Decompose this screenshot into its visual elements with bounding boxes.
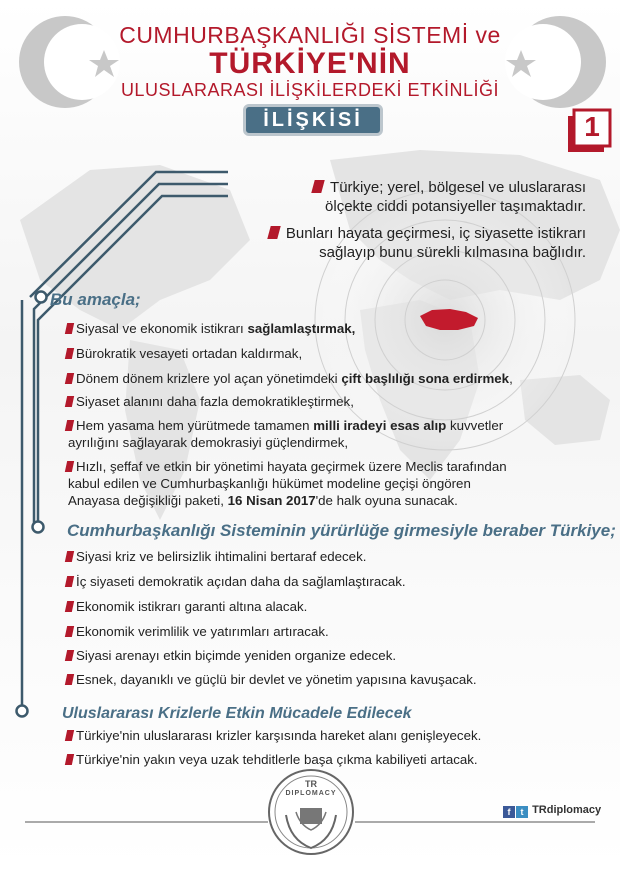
item-text: kabul edilen ve Cumhurbaşkanlığı hükümet modeline geçişi öngören (68, 476, 471, 491)
bullet-icon (65, 626, 74, 637)
title-line-1: CUMHURBAŞKANLIĞI SİSTEMİ ve (119, 22, 501, 48)
intro-paragraph-2 (269, 224, 586, 262)
section1-item (66, 345, 586, 362)
item-text: 'de halk oyuna sunacak. (315, 493, 458, 508)
bullet-icon (65, 730, 74, 741)
item-text: Siyasi arenayı etkin biçimde yeniden organize edecek. (76, 648, 397, 663)
twitter-icon[interactable]: t (516, 806, 528, 818)
item-text: Ekonomik istikrarı garanti altına alacak. (76, 599, 308, 614)
item-text: Bürokratik vesayeti ortadan kaldırmak, (76, 346, 303, 361)
red-flag-icon (267, 226, 280, 239)
item-bold-text: çift başlılığı sona erdirmek (341, 371, 510, 386)
item-bold-text: milli iradeyi esas alıp (313, 418, 447, 433)
section2-heading: Cumhurbaşkanlığı Sisteminin yürürlüğe girmesiyle beraber Türkiye; (67, 521, 616, 540)
bullet-icon (65, 396, 74, 407)
intro-2-line-2: sağlayıp bunu sürekli kılmasına bağlıdır. (319, 244, 586, 261)
item-text: ayrılığını sağlayarak demokrasiyi güçlendirmek, (68, 435, 349, 450)
section2-item (66, 647, 586, 664)
bullet-icon (65, 576, 74, 587)
social-handle-block[interactable] (503, 804, 601, 818)
bullet-icon (65, 650, 74, 661)
item-text: Siyaset alanını daha fazla demokratikleştirmek, (76, 394, 354, 409)
item-text: Ekonomik verimlilik ve yatırımları artıracak. (76, 624, 329, 639)
section1-heading: Bu amaçla; (50, 290, 141, 309)
intro-1-line-1: Türkiye; yerel, bölgesel ve uluslararası (330, 179, 586, 196)
section2-item (66, 573, 586, 590)
section1-item (66, 320, 586, 337)
item-text: Türkiye'nin yakın veya uzak tehditlerle başa çıkma kabiliyeti artacak. (76, 752, 478, 767)
section2-item (66, 671, 586, 688)
item-text: Esnek, dayanıklı ve güçlü bir devlet ve yönetim yapısına kavuşacak. (76, 672, 477, 687)
intro-1-line-2: ölçekte ciddi potansiyeller taşımaktadır. (325, 198, 586, 215)
item-text: İç siyaseti demokratik açıdan daha da sağlamlaştıracak. (76, 574, 406, 589)
bullet-icon (65, 674, 74, 685)
section1-item (66, 370, 586, 387)
section3-heading: Uluslararası Krizlerle Etkin Mücadele Edilecek (62, 705, 412, 722)
page-number: 1 (584, 111, 600, 142)
intro-paragraph-1 (313, 178, 586, 216)
social-handle[interactable]: TRdiplomacy (532, 804, 602, 816)
bullet-icon (65, 420, 74, 431)
title-line-3: ULUSLARARASI İLİŞKİLERDEKİ ETKİNLİĞİ (120, 80, 500, 100)
emblem-top-text: TR (305, 779, 317, 789)
item-bold-text: sağlamlaştırmak, (247, 321, 356, 336)
item-text: kuvvetler (446, 418, 504, 433)
section1-item (66, 458, 586, 509)
title-line-2: TÜRKİYE'NİN (209, 47, 411, 80)
red-flag-icon (311, 180, 324, 193)
item-bold-text: 16 Nisan 2017 (227, 493, 316, 508)
bullet-icon (65, 754, 74, 765)
item-text: Hem yasama hem yürütmede tamamen (76, 418, 314, 433)
title-badge: İLİŞKİSİ (243, 104, 383, 136)
emblem-text: DIPLOMACY (285, 790, 337, 797)
bullet-icon (65, 461, 74, 472)
section3-item (66, 727, 586, 744)
section2-item (66, 548, 586, 565)
intro-2-line-1: Bunları hayata geçirmesi, iç siyasette istikrarı (285, 225, 586, 242)
item-text: Türkiye'nin uluslararası krizler karşısında hareket alanı genişleyecek. (76, 728, 482, 743)
bullet-icon (65, 373, 74, 384)
section2-item (66, 623, 586, 640)
item-text: Dönem dönem krizlere yol açan yönetimdeki (76, 371, 342, 386)
section1-item (66, 417, 586, 451)
section1-item (66, 393, 586, 410)
item-text: Hızlı, şeffaf ve etkin bir yönetimi hayata geçirmek üzere Meclis tarafından (76, 459, 507, 474)
item-text: Siyasi kriz ve belirsizlik ihtimalini bertaraf edecek. (76, 549, 367, 564)
bullet-icon (65, 551, 74, 562)
item-text: , (509, 371, 513, 386)
section2-item (66, 598, 586, 615)
bullet-icon (65, 601, 74, 612)
item-text: Anayasa değişikliği paketi, (68, 493, 228, 508)
item-text: Siyasal ve ekonomik istikrarı (76, 321, 248, 336)
section3-item (66, 751, 586, 768)
bullet-icon (65, 323, 74, 334)
facebook-icon[interactable]: f (503, 806, 515, 818)
bullet-icon (65, 348, 74, 359)
